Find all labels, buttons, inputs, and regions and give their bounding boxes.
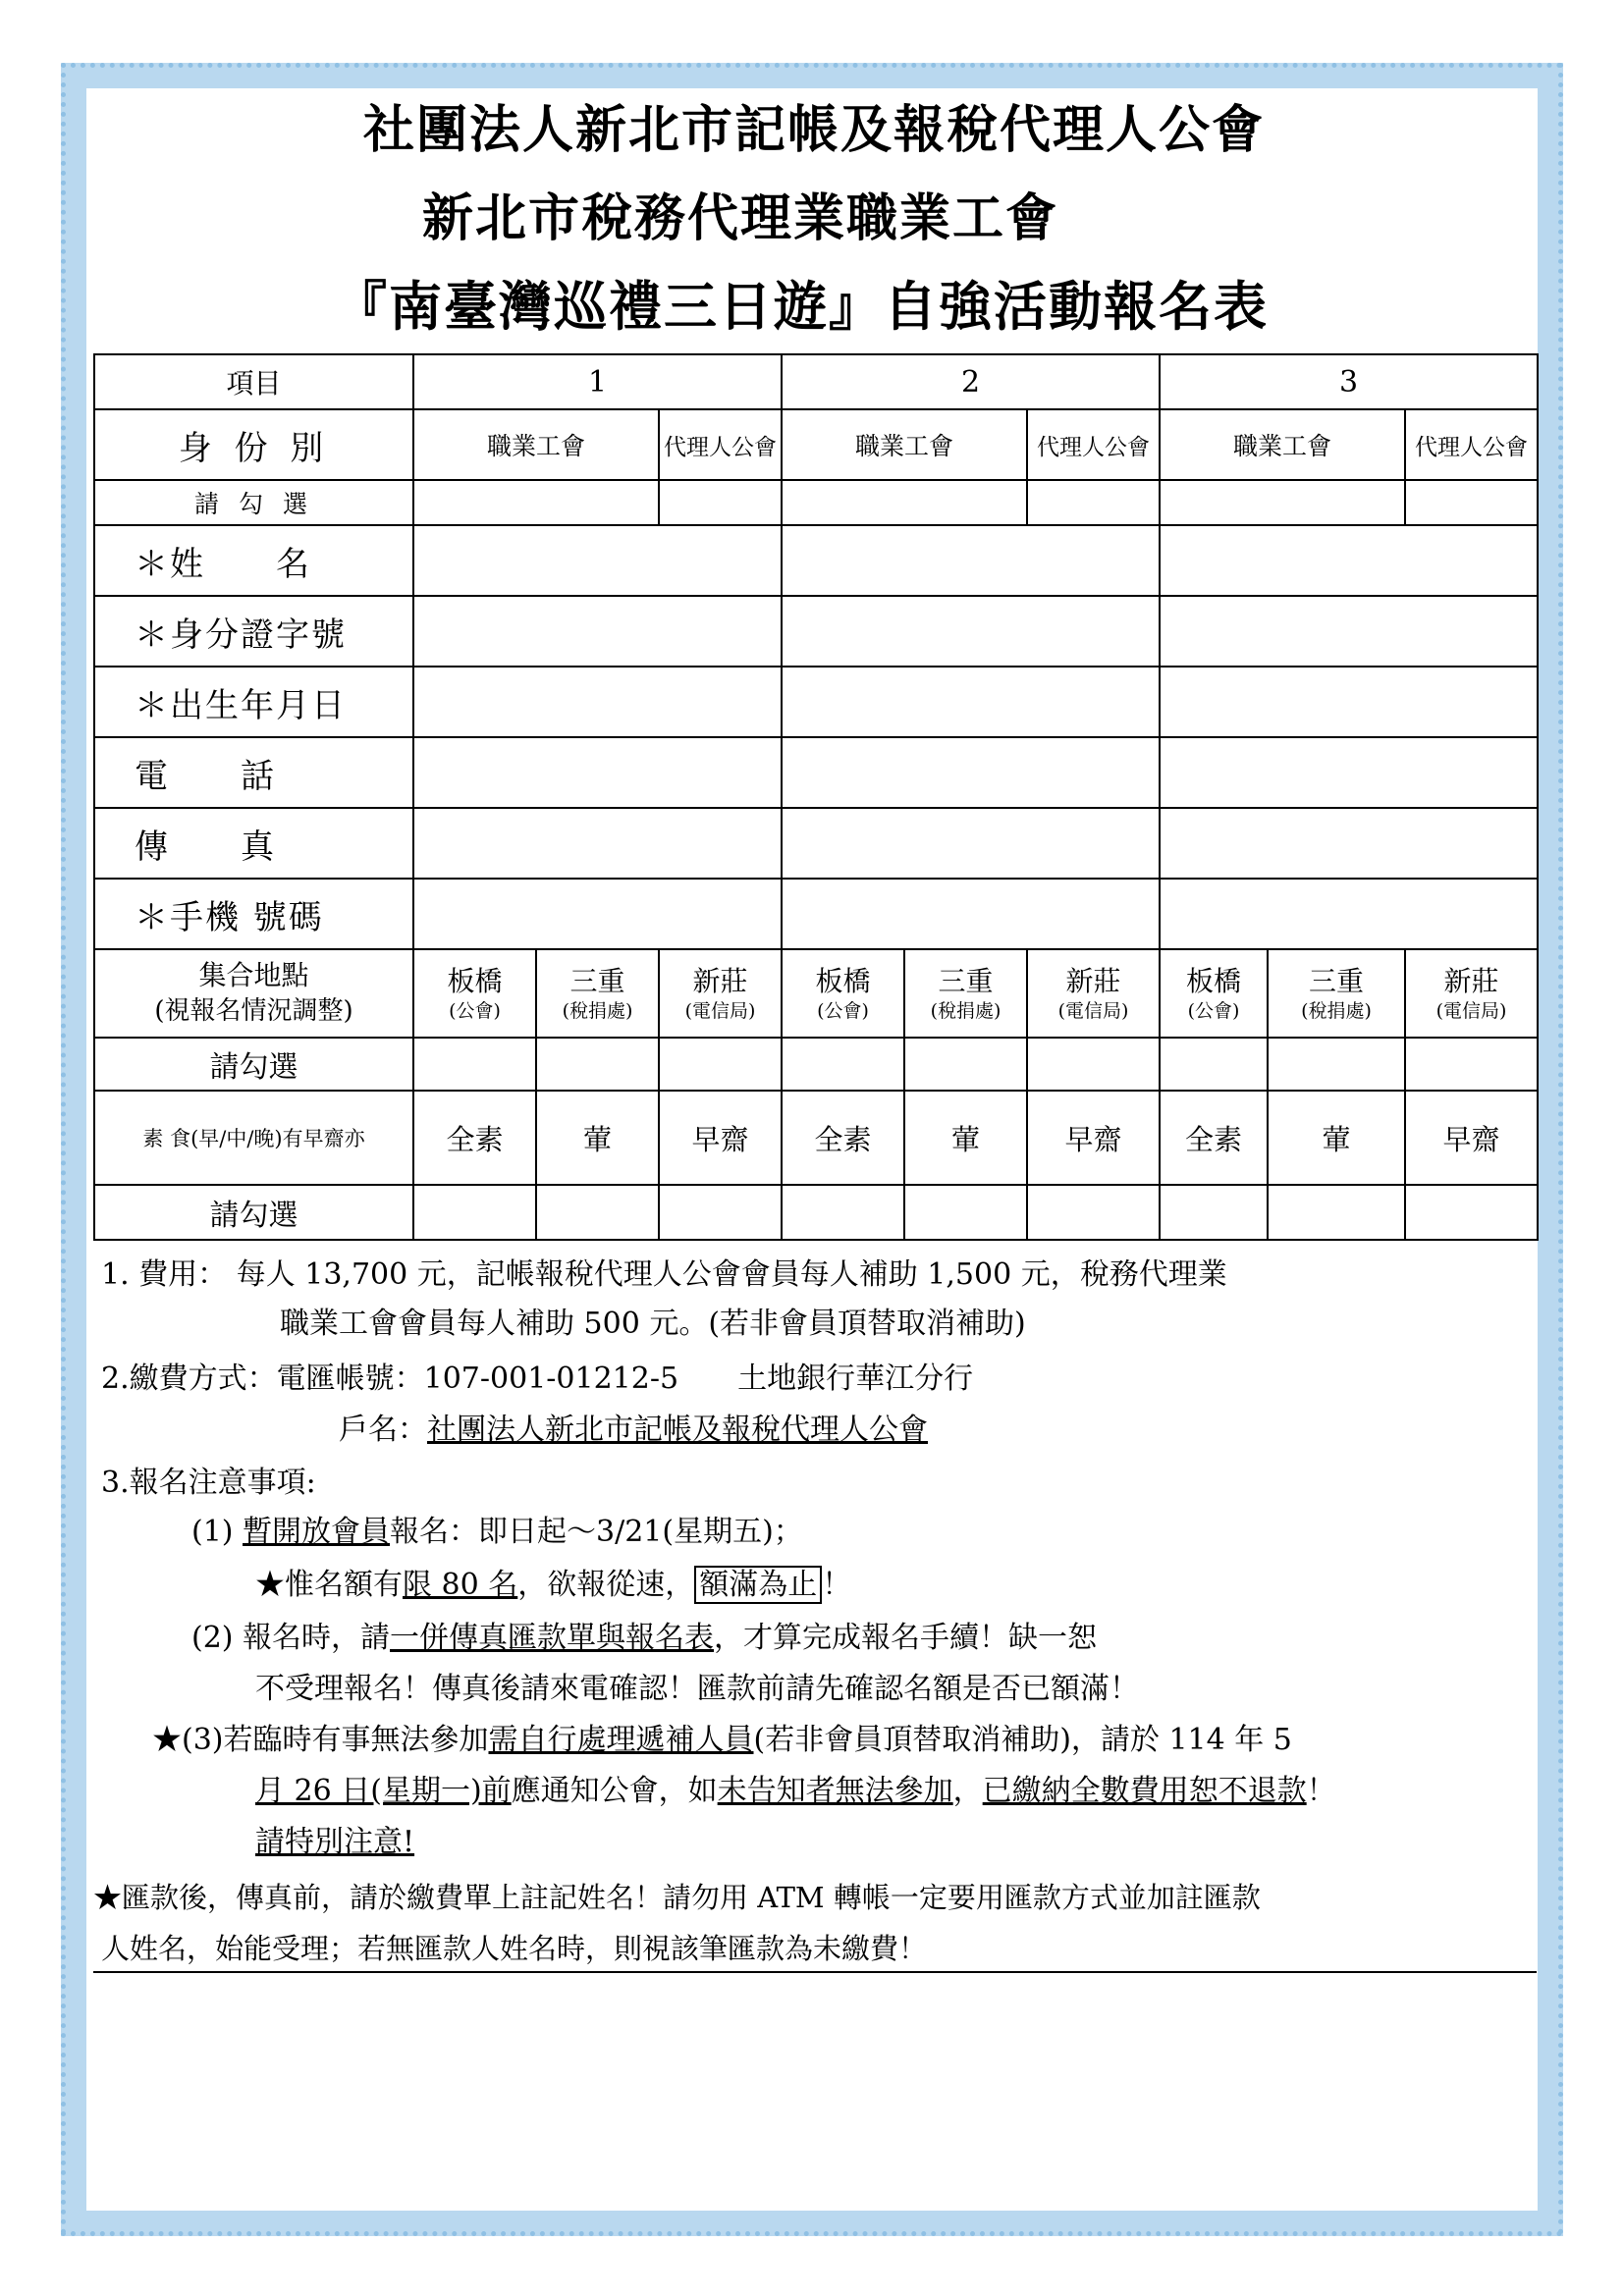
account-name: 社團法人新北市記帳及報稅代理人公會 xyxy=(427,1413,928,1447)
identity-row xyxy=(94,409,1538,480)
form-title: 『南臺灣巡禮三日遊』自強活動報名表 xyxy=(334,275,1269,338)
col-number-3: 3 xyxy=(1160,354,1538,409)
identity-option: 代理人公會 xyxy=(1405,409,1538,480)
org-title-1: 社團法人新北市記帳及報稅代理人公會 xyxy=(363,100,1266,160)
food-option-meat: 葷 xyxy=(1268,1091,1405,1185)
fee-line-1: 1. 費用： 每人 13,700 元，記帳報稅代理人公會會員每人補助 1,500 元，稅務代理業 xyxy=(101,1257,1227,1292)
name-field[interactable] xyxy=(1160,525,1538,596)
birthdate-label: ＊出生年月日 xyxy=(94,667,413,737)
food-checkbox[interactable] xyxy=(659,1185,782,1240)
org-title-2: 新北市稅務代理業職業工會 xyxy=(422,188,1059,248)
food-option-meat: 葷 xyxy=(904,1091,1027,1185)
name-label: ＊姓 名 xyxy=(94,525,413,596)
meeting-place-xinzhuang: 新莊 (電信局) xyxy=(659,949,782,1038)
identity-check-label: 請 勾 選 xyxy=(94,480,413,525)
meeting-place-sanchong: 三重 (稅捐處) xyxy=(904,949,1027,1038)
food-check-label: 請勾選 xyxy=(94,1185,413,1240)
meeting-place-sanchong: 三重 (稅捐處) xyxy=(1268,949,1405,1038)
food-option-vegan: 全素 xyxy=(782,1091,904,1185)
final-note-1: ★匯款後，傳真前，請於繳費單上註記姓名！請勿用 ATM 轉帳一定要用匯款方式並加註匯款 xyxy=(93,1881,1261,1914)
meeting-place-banqiao: 板橋 (公會) xyxy=(413,949,536,1038)
identity-option: 職業工會 xyxy=(782,409,1027,480)
fax-field[interactable] xyxy=(413,808,782,879)
registration-table xyxy=(93,353,1539,1241)
meeting-place-banqiao: 板橋 (公會) xyxy=(1160,949,1268,1038)
id-number-label: ＊身分證字號 xyxy=(94,596,413,667)
meeting-checkbox[interactable] xyxy=(1405,1038,1538,1091)
identity-label: 身 份 別 xyxy=(94,409,413,480)
bottom-divider xyxy=(93,1971,1537,1973)
food-checkbox[interactable] xyxy=(1405,1185,1538,1240)
food-option-meat: 葷 xyxy=(536,1091,659,1185)
food-checkbox[interactable] xyxy=(904,1185,1027,1240)
meeting-place-banqiao: 板橋 (公會) xyxy=(782,949,904,1038)
meeting-place-sanchong: 三重 (稅捐處) xyxy=(536,949,659,1038)
rule-1: (1) 暫開放會員報名：即日起～3/21(星期五)； xyxy=(191,1515,803,1549)
identity-checkbox[interactable] xyxy=(1160,480,1405,525)
identity-check-row xyxy=(94,480,1538,525)
meeting-row xyxy=(94,949,1538,1038)
phone-label: 電 話 xyxy=(94,737,413,808)
food-row xyxy=(94,1091,1538,1185)
fee-line-2: 職業工會會員每人補助 500 元。(若非會員頂替取消補助) xyxy=(280,1307,1026,1341)
mobile-field[interactable] xyxy=(1160,879,1538,949)
food-checkbox[interactable] xyxy=(782,1185,904,1240)
identity-checkbox[interactable] xyxy=(413,480,659,525)
meeting-place-xinzhuang: 新莊 (電信局) xyxy=(1405,949,1538,1038)
rule-3-note: 請特別注意! xyxy=(255,1825,415,1859)
meeting-label-cell xyxy=(94,949,413,1038)
col-number-2: 2 xyxy=(782,354,1160,409)
identity-checkbox[interactable] xyxy=(1405,480,1538,525)
meeting-checkbox[interactable] xyxy=(536,1038,659,1091)
identity-checkbox[interactable] xyxy=(782,480,1027,525)
phone-field[interactable] xyxy=(1160,737,1538,808)
fax-field[interactable] xyxy=(782,808,1160,879)
meeting-checkbox[interactable] xyxy=(904,1038,1027,1091)
meeting-checkbox[interactable] xyxy=(659,1038,782,1091)
rule-3-cont: 月 26 日(星期一)前應通知公會，如未告知者無法參加，已繳納全數費用恕不退款！ xyxy=(255,1774,1336,1808)
birthdate-field[interactable] xyxy=(413,667,782,737)
food-check-row xyxy=(94,1185,1538,1240)
id-number-field[interactable] xyxy=(1160,596,1538,667)
identity-option: 代理人公會 xyxy=(659,409,782,480)
food-option-morning-veg: 早齋 xyxy=(1027,1091,1160,1185)
meeting-check-label: 請勾選 xyxy=(94,1038,413,1091)
rule-2: (2) 報名時，請一併傳真匯款單與報名表，才算完成報名手續！缺一恕 xyxy=(191,1621,1098,1655)
final-note-2: 人姓名，始能受理；若無匯款人姓名時，則視該筆匯款為未繳費！ xyxy=(101,1932,928,1965)
name-field[interactable] xyxy=(413,525,782,596)
identity-checkbox[interactable] xyxy=(1027,480,1160,525)
meeting-sub-label: (視報名情況調整) xyxy=(154,996,353,1026)
mobile-label: ＊手機 號碼 xyxy=(94,879,413,949)
meeting-checkbox[interactable] xyxy=(413,1038,536,1091)
id-number-field[interactable] xyxy=(782,596,1160,667)
phone-field[interactable] xyxy=(782,737,1160,808)
item-label: 項目 xyxy=(94,354,413,409)
registration-title: 3.報名注意事項: xyxy=(101,1466,316,1500)
food-checkbox[interactable] xyxy=(413,1185,536,1240)
name-field[interactable] xyxy=(782,525,1160,596)
rule-1-star: ★惟名額有限 80 名，欲報從速， 額滿為止 ！ xyxy=(255,1568,852,1602)
payment-line-2: 戶名：社團法人新北市記帳及報稅代理人公會 xyxy=(339,1413,928,1447)
food-option-morning-veg: 早齋 xyxy=(659,1091,782,1185)
food-option-vegan: 全素 xyxy=(1160,1091,1268,1185)
birthdate-field[interactable] xyxy=(782,667,1160,737)
payment-line-1: 2.繳費方式：電匯帳號：107-001-01212-5 土地銀行華江分行 xyxy=(101,1362,974,1396)
food-checkbox[interactable] xyxy=(536,1185,659,1240)
mobile-field[interactable] xyxy=(413,879,782,949)
food-checkbox[interactable] xyxy=(1268,1185,1405,1240)
meeting-checkbox[interactable] xyxy=(1027,1038,1160,1091)
meeting-checkbox[interactable] xyxy=(782,1038,904,1091)
meeting-checkbox[interactable] xyxy=(1160,1038,1268,1091)
fax-field[interactable] xyxy=(1160,808,1538,879)
food-option-morning-veg: 早齋 xyxy=(1405,1091,1538,1185)
meeting-label: 集合地點 xyxy=(198,959,309,991)
phone-field[interactable] xyxy=(413,737,782,808)
identity-option: 代理人公會 xyxy=(1027,409,1160,480)
food-option-vegan: 全素 xyxy=(413,1091,536,1185)
identity-checkbox[interactable] xyxy=(659,480,782,525)
identity-option: 職業工會 xyxy=(1160,409,1405,480)
fax-label: 傳 真 xyxy=(94,808,413,879)
identity-option: 職業工會 xyxy=(413,409,659,480)
col-number-1: 1 xyxy=(413,354,782,409)
id-number-field[interactable] xyxy=(413,596,782,667)
food-checkbox[interactable] xyxy=(1027,1185,1160,1240)
birthdate-field[interactable] xyxy=(1160,667,1538,737)
mobile-field[interactable] xyxy=(782,879,1160,949)
food-checkbox[interactable] xyxy=(1160,1185,1268,1240)
item-row xyxy=(94,354,1538,409)
meeting-place-xinzhuang: 新莊 (電信局) xyxy=(1027,949,1160,1038)
rule-2-cont: 不受理報名！傳真後請來電確認！匯款前請先確認名額是否已額滿！ xyxy=(255,1672,1139,1706)
food-label: 素 食(早/中/晚)有早齋亦 xyxy=(94,1091,413,1185)
meeting-checkbox[interactable] xyxy=(1268,1038,1405,1091)
meeting-check-row xyxy=(94,1038,1538,1091)
rule-3: ★(3)若臨時有事無法參加需自行處理遞補人員(若非會員頂替取消補助)，請於 114 年 5 xyxy=(152,1723,1292,1757)
